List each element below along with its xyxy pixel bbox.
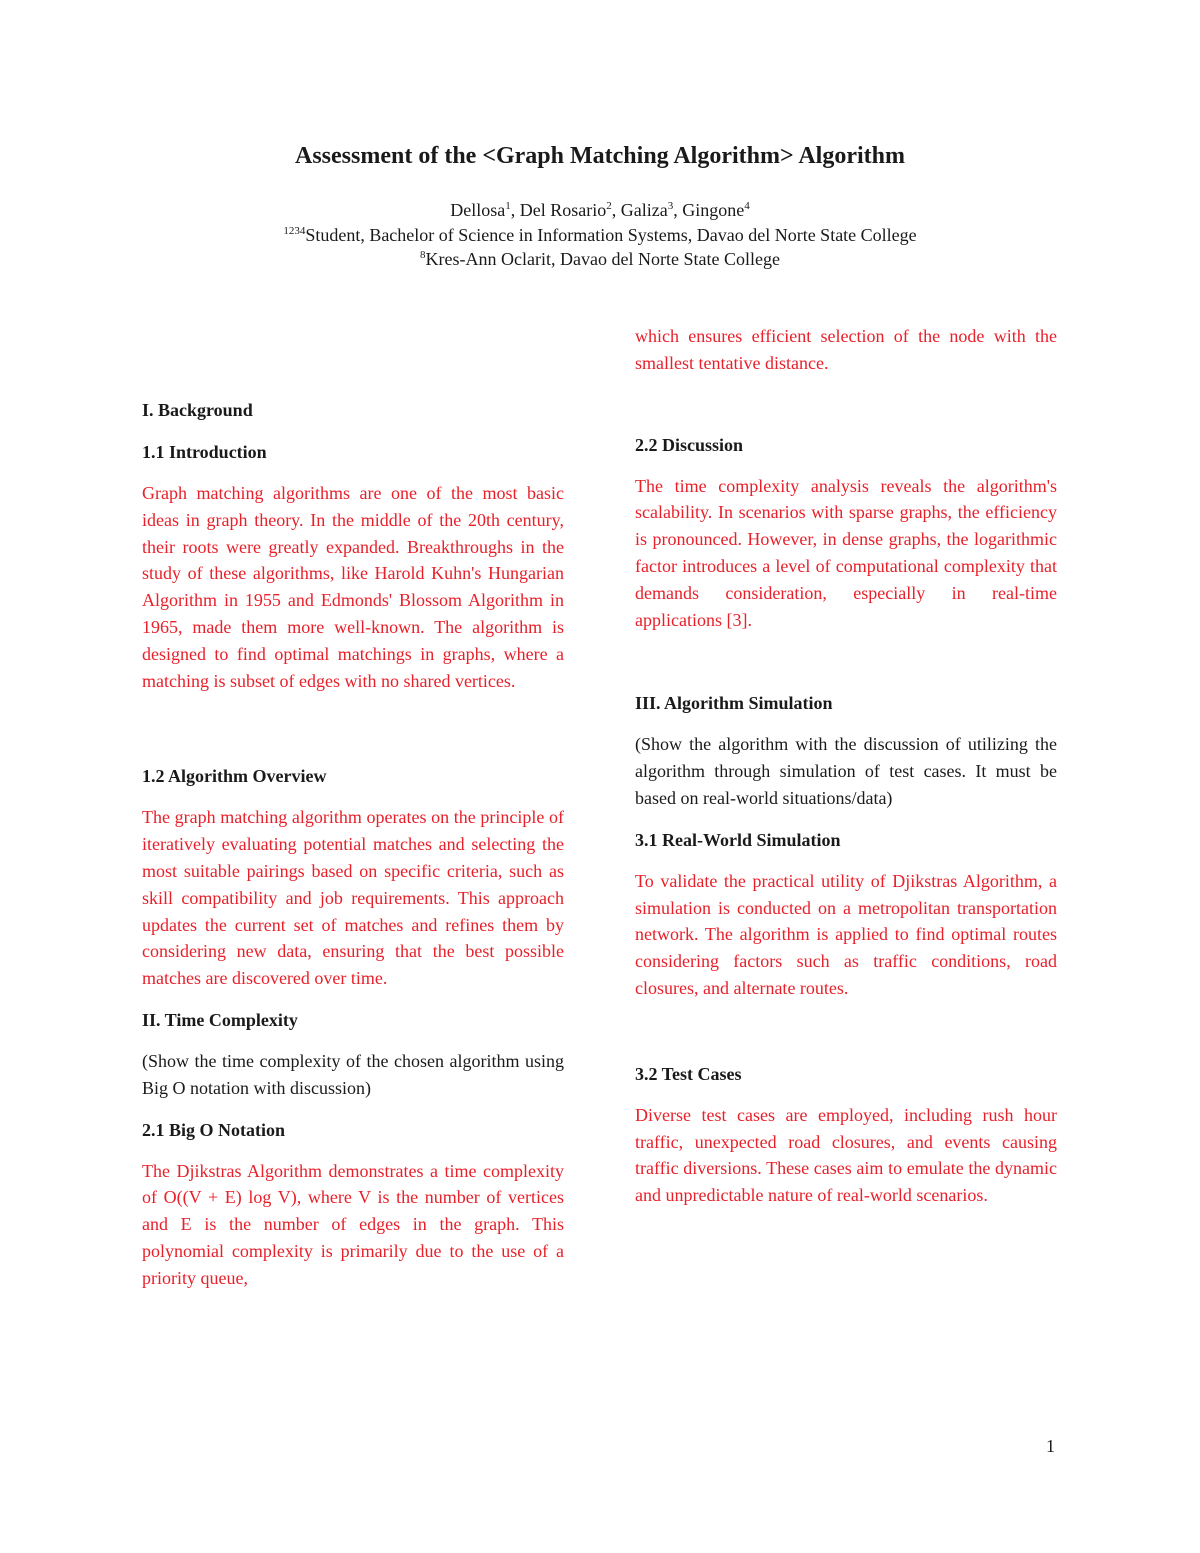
subsection-heading-real-world: 3.1 Real-World Simulation <box>635 829 841 850</box>
affiliation-adviser <box>0 249 1200 270</box>
subsection-heading-test-cases: 3.2 Test Cases <box>635 1063 742 1084</box>
paper-title: Assessment of the <Graph Matching Algorithm> Algorithm <box>295 143 905 169</box>
author-name: Galiza <box>620 200 668 220</box>
section-heading-time-complexity: II. Time Complexity <box>142 1009 298 1030</box>
author-separator: , <box>510 200 520 220</box>
test-cases-paragraph: Diverse test cases are employed, including rush hour traffic, unexpected road closures, and events causing traffic diversions. These cases aim to emulate the dynamic and unpredictable nature of real-world scenarios. <box>635 1104 1057 1206</box>
author-superscript: 1 <box>505 200 511 212</box>
time-complexity-instruction: (Show the time complexity of the chosen algorithm using Big O notation with discussion) <box>142 1050 564 1098</box>
section-heading-background: I. Background <box>142 400 253 420</box>
author-separator: , <box>611 200 621 220</box>
affiliation-superscript: 1234 <box>283 225 306 237</box>
page-number: 1 <box>1046 1436 1055 1456</box>
section-heading-algorithm-simulation: III. Algorithm Simulation <box>635 693 833 714</box>
author-line <box>0 200 1200 221</box>
author-name: Gingone <box>682 200 745 220</box>
affiliation-text: Kres-Ann Oclarit, Davao del Norte State College <box>425 249 780 269</box>
right-column <box>635 323 1057 1209</box>
discussion-paragraph: The time complexity analysis reveals the algorithm's scalability. In scenarios with sparse graphs, the efficiency is pronounced. However, in dense graphs, the logarithmic factor introduces a level of computational complexity that demands consideration, especially in real-time applications [3]. <box>635 475 1057 630</box>
affiliation-text: Student, Bachelor of Science in Information Systems, Davao del Norte State College <box>305 225 917 245</box>
left-column <box>142 398 564 1292</box>
simulation-instruction: (Show the algorithm with the discussion of utilizing the algorithm through simulation of test cases. It must be based on real-world situations/data) <box>635 734 1057 808</box>
big-o-paragraph-continued: which ensures efficient selection of the node with the smallest tentative distance. <box>635 326 1057 373</box>
subsection-heading-discussion: 2.2 Discussion <box>635 434 744 455</box>
introduction-paragraph: Graph matching algorithms are one of the most basic ideas in graph theory. In the middle of the 20th century, their roots were greatly expanded. Breakthroughs in the study of these algorithms, like Harold Kuhn's Hungarian Algorithm in 1955 and Edmonds' Blossom Algorithm in 1965, made them more well-known. The algorithm is designed to find optimal matchings in graphs, where a matching is subset of edges with no shared vertices. <box>142 483 564 691</box>
author-superscript: 4 <box>744 200 750 212</box>
subsection-heading-big-o: 2.1 Big O Notation <box>142 1119 286 1140</box>
affiliation-students <box>0 225 1200 246</box>
subsection-heading-introduction: 1.1 Introduction <box>142 442 267 462</box>
author-name: Dellosa <box>450 200 506 220</box>
affiliation-superscript: 8 <box>420 249 426 261</box>
author-separator: , <box>673 200 683 220</box>
real-world-paragraph: To validate the practical utility of Djikstras Algorithm, a simulation is conducted on a metropolitan transportation network. The algorithm is applied to find optimal routes considering factors such as traffic conditions, road closures, and alternate routes. <box>635 870 1057 998</box>
author-superscript: 2 <box>606 200 612 212</box>
author-name: Del Rosario <box>519 200 607 220</box>
author-superscript: 3 <box>667 200 674 212</box>
big-o-paragraph: The Djikstras Algorithm demonstrates a time complexity of O((V + E) log V), where V is the number of vertices and E is the number of edges in the graph. This polynomial complexity is primarily due to the use of a priority queue, <box>142 1160 564 1288</box>
overview-paragraph: The graph matching algorithm operates on the principle of iteratively evaluating potential matches and selecting the most suitable pairings based on specific criteria, such as skill compatibility and job requirements. This approach updates the current set of matches and refines them by considering new data, ensuring that the best possible matches are discovered over time. <box>142 807 564 989</box>
subsection-heading-overview: 1.2 Algorithm Overview <box>142 766 327 787</box>
